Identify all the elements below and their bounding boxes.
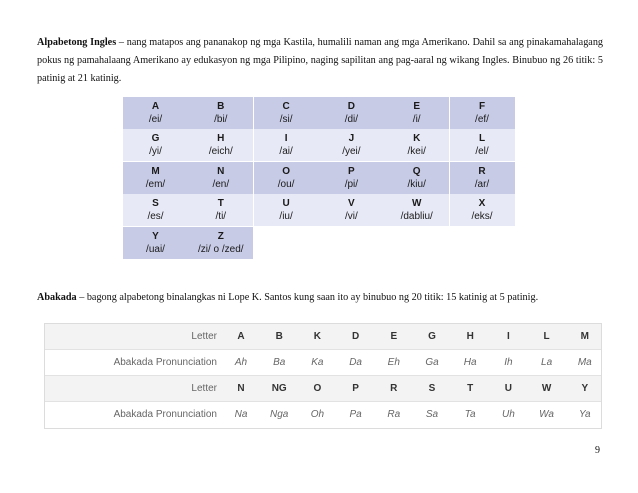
alphabet-letter: T (217, 198, 224, 210)
alphabet-letter: C (282, 101, 290, 112)
abakada-pronunciation: Ta (464, 409, 476, 420)
alphabet-cell (319, 97, 384, 129)
abakada-pronunciation-row (45, 350, 601, 376)
row-header: Letter (191, 331, 217, 342)
alphabet-pronunciation: /pi/ (344, 178, 359, 190)
english-alphabet-grid (123, 97, 515, 259)
alphabet-letter: E (413, 101, 421, 112)
alphabet-letter: F (478, 101, 486, 112)
abakada-letter: E (390, 331, 398, 342)
alphabet-cell (319, 194, 384, 226)
alphabet-pronunciation: /di/ (344, 114, 359, 125)
alphabet-cell (384, 194, 449, 226)
alphabet-cell (188, 129, 253, 161)
alphabet-cell (450, 129, 515, 161)
alphabet-cell (384, 97, 449, 129)
abakada-letter: NG (271, 383, 287, 394)
alphabet-pronunciation: /ai/ (279, 146, 293, 158)
row-header: Letter (191, 383, 217, 394)
alphabet-cell (123, 194, 188, 226)
abakada-letter: K (313, 331, 321, 342)
alphabet-pronunciation: /bi/ (214, 114, 228, 125)
abakada-pronunciation: Wa (539, 409, 554, 420)
alphabet-pronunciation: /eks/ (471, 211, 493, 223)
alphabet-pronunciation: /uai/ (146, 243, 165, 255)
abakada-letter: H (466, 331, 474, 342)
alphabet-pronunciation: /zi/ o /zed/ (198, 243, 244, 255)
alphabet-cell (188, 227, 253, 259)
abakada-pronunciation: Uh (501, 409, 515, 420)
abakada-letter: L (543, 331, 550, 342)
alphabet-letter: I (284, 133, 288, 145)
alphabet-cell (384, 129, 449, 161)
abakada-letter: M (580, 331, 589, 342)
alphabet-letter: M (151, 165, 160, 177)
abakada-letter-row (45, 324, 601, 350)
alphabet-pronunciation: /yi/ (149, 146, 162, 158)
abakada-letter: N (237, 383, 245, 394)
alphabet-cell (188, 162, 253, 194)
abakada-letter: T (467, 383, 474, 394)
abakada-pronunciation: La (541, 357, 553, 368)
paragraph-abakada (37, 289, 603, 307)
abakada-pronunciation-row (45, 402, 601, 428)
row-header: Abakada Pronunciation (113, 357, 217, 368)
alphabet-letter: L (478, 133, 486, 145)
abakada-letter: P (352, 383, 359, 394)
abakada-pronunciation: Ka (311, 357, 324, 368)
alphabet-letter: B (217, 101, 225, 112)
alphabet-pronunciation: /iu/ (279, 211, 293, 223)
alphabet-cell (450, 97, 515, 129)
alphabet-cell (123, 227, 188, 259)
abakada-pronunciation: Sa (425, 409, 439, 420)
abakada-table (44, 323, 602, 429)
abakada-pronunciation: Nga (270, 409, 289, 420)
page-number: 9 (595, 445, 600, 456)
alphabet-pronunciation: /kei/ (407, 146, 426, 158)
alphabet-cell (123, 129, 188, 161)
abakada-pronunciation: Ma (577, 357, 592, 368)
alphabet-cell (319, 129, 384, 161)
abakada-pronunciation: Da (349, 357, 362, 368)
abakada-pronunciation: Pa (349, 409, 362, 420)
paragraph-text: – nang matapos ang pananakop ng mga Kastila, humalili naman ang mga Amerikano. Dahil sa ang pinakamahalagang pokus ng pamahalaang Amerikano ay edukasyon ng mga Pilipino, naging sapilitan ang pag-aaral ng wikang Ingles. Binubuo ng 26 titik: 5 patinig at 21 katinig. (37, 37, 604, 84)
abakada-pronunciation: Oh (310, 409, 325, 420)
alphabet-cell (254, 194, 319, 226)
abakada-letter: U (504, 383, 512, 394)
alphabet-letter: G (151, 133, 160, 145)
alphabet-pronunciation: /si/ (279, 114, 293, 125)
alphabet-pronunciation: /en/ (212, 178, 230, 190)
abakada-pronunciation: Ih (504, 357, 513, 368)
abakada-letter-row (45, 376, 601, 402)
alphabet-letter: W (411, 198, 422, 210)
alphabet-pronunciation: /dabliu/ (400, 211, 433, 223)
row-header: Abakada Pronunciation (113, 409, 217, 420)
abakada-pronunciation: Ha (463, 357, 477, 368)
alphabet-letter: X (478, 198, 486, 210)
alphabet-pronunciation: /vi/ (345, 211, 358, 223)
alphabet-cell (123, 97, 188, 129)
alphabet-cell (188, 194, 253, 226)
alphabet-pronunciation: /yei/ (342, 146, 361, 158)
paragraph-alpabetong-ingles (37, 34, 603, 88)
alphabet-letter: Z (217, 230, 224, 242)
abakada-letter: O (313, 383, 322, 394)
alphabet-letter: U (282, 198, 290, 210)
alphabet-letter: D (347, 101, 355, 112)
alphabet-letter: Y (152, 230, 159, 242)
abakada-pronunciation: Ah (234, 357, 248, 368)
alphabet-pronunciation: /es/ (147, 211, 164, 223)
alphabet-cell (450, 194, 515, 226)
alphabet-letter: O (282, 165, 290, 177)
alphabet-letter: K (413, 133, 421, 145)
alphabet-cell (254, 129, 319, 161)
alphabet-cell (188, 97, 253, 129)
paragraph-text: – bagong alpabetong binalangkas ni Lope K. Santos kung saan ito ay binubuo ng 20 titik: 15 katinig at 5 patinig. (76, 292, 539, 303)
alphabet-cell (450, 162, 515, 194)
abakada-pronunciation: Ra (387, 409, 401, 420)
abakada-pronunciation: Na (234, 409, 248, 420)
alphabet-cell (254, 97, 319, 129)
alphabet-pronunciation: /kiu/ (407, 178, 426, 190)
alphabet-letter: P (348, 165, 355, 177)
alphabet-letter: A (151, 101, 160, 112)
abakada-letter: A (237, 331, 245, 342)
alphabet-cell (319, 162, 384, 194)
abakada-letter: D (351, 331, 360, 342)
alphabet-pronunciation: /ti/ (215, 211, 227, 223)
alphabet-pronunciation: /em/ (145, 178, 166, 190)
alphabet-cell (384, 162, 449, 194)
alphabet-pronunciation: /ou/ (277, 178, 295, 190)
abakada-letter: G (428, 331, 436, 342)
alphabet-cell (254, 162, 319, 194)
alphabet-pronunciation: /ei/ (148, 114, 163, 125)
alphabet-cell (123, 162, 188, 194)
alphabet-letter: R (478, 165, 486, 177)
alphabet-letter: J (348, 133, 355, 145)
alphabet-letter: Q (412, 165, 421, 177)
alphabet-letter: V (348, 198, 355, 210)
abakada-letter: S (428, 383, 436, 394)
alphabet-pronunciation: /ar/ (474, 178, 490, 190)
abakada-pronunciation: Ga (425, 357, 439, 368)
abakada-letter: R (390, 383, 398, 394)
paragraph-lead: Alpabetong Ingles (37, 37, 117, 48)
abakada-letter: B (275, 331, 283, 342)
alphabet-letter: S (152, 198, 159, 210)
alphabet-pronunciation: /i/ (412, 114, 421, 125)
abakada-pronunciation: Ya (579, 409, 591, 420)
abakada-letter: Y (581, 383, 589, 394)
alphabet-pronunciation: /ef/ (475, 114, 489, 125)
abakada-pronunciation: Ba (273, 357, 286, 368)
alphabet-pronunciation: /el/ (475, 146, 489, 158)
abakada-pronunciation: Eh (387, 357, 400, 368)
abakada-letter: W (541, 383, 552, 394)
alphabet-letter: H (217, 133, 225, 145)
alphabet-letter: N (217, 165, 225, 177)
abakada-letter: I (507, 331, 510, 342)
paragraph-lead: Abakada (37, 292, 77, 303)
alphabet-pronunciation: /eich/ (208, 146, 233, 158)
